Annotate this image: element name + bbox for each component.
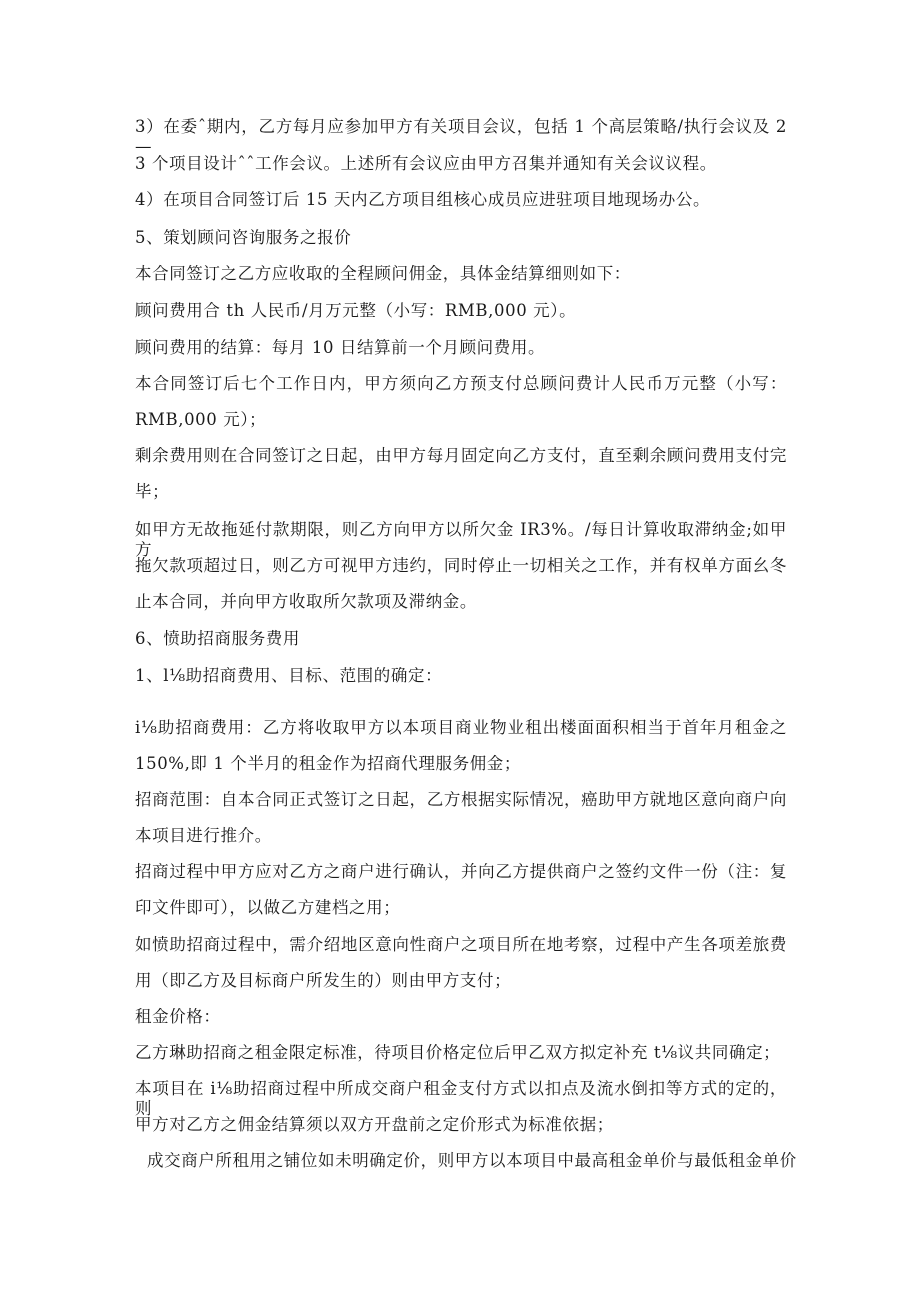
text-line: 用（即乙方及目标商户所发生的）则由甲方支付； [135, 971, 512, 990]
text-line: RMB,000 元）； [135, 410, 267, 429]
text-line: 如愤助招商过程中，需介绍地区意向性商户之项目所在地考察，过程中产生各项差旅费 [135, 935, 787, 954]
text-line: 如甲方无故拖延付款期限，则乙方向甲方以所欠金 IR3%。/每日计算收取滞纳金;如甲方 [135, 520, 787, 559]
text-line: 4）在项目合同签订后 15 天内乙方项目组核心成员应进驻项目地现场办公。 [135, 190, 711, 209]
text-line: 本合同签订后七个工作日内，甲方须向乙方预支付总顾问费计人民币万元整（小写： [135, 374, 787, 393]
text-line: 乙方琳助招商之租金限定标准，待项目价格定位后甲乙双方拟定补充 t⅛议共同确定； [135, 1043, 781, 1062]
text-line: 拖欠款项超过日，则乙方可视甲方违约，同时停止一切相关之工作，并有权单方面幺冬 [135, 556, 787, 575]
section-heading: 5、策划顾问咨询服务之报价 [135, 228, 352, 247]
text-line: 本项目进行推介。 [135, 826, 272, 845]
text-line: 招商过程中甲方应对乙方之商户进行确认，并向乙方提供商户之签约文件一份（注：复 [135, 862, 787, 881]
section-heading: 6、愤助招商服务费用 [135, 629, 300, 648]
text-line: 成交商户所租用之铺位如未明确定价，则甲方以本项目中最高租金单价与最低租金单价 [147, 1151, 797, 1170]
text-line: 本项目在 i⅛助招商过程中所成交商户租金支付方式以扣点及流水倒扣等方式的定的，则 [135, 1079, 787, 1118]
sub-heading: 1、l⅛助招商费用、目标、范围的确定： [135, 666, 443, 685]
text-line: 3）在委ˆ期内，乙方每月应参加甲方有关项目会议，包括 1 个高层策略/执行会议及 2— [135, 117, 787, 156]
text-line: 剩余费用则在合同签订之日起，由甲方每月固定向乙方支付，直至剩余顾问费用支付完 [135, 446, 787, 465]
text-line: 甲方对乙方之佣金结算须以双方开盘前之定价形式为标准依据； [135, 1115, 614, 1134]
text-line: 150%,即 1 个半月的租金作为招商代理服务佣金； [135, 754, 522, 773]
text-line: 招商范围：自本合同正式签订之日起，乙方根据实际情况，癌助甲方就地区意向商户向 [135, 790, 787, 809]
text-line: 印文件即可），以做乙方建档之用； [135, 898, 401, 917]
text-line: 止本合同，并向甲方收取所欠款项及滞纳金。 [135, 592, 477, 611]
text-line: 顾问费用合 th 人民币/月万元整（小写：RMB,000 元）。 [135, 301, 577, 320]
text-line: 3 个项目设计ˆˆ工作会议。上述所有会议应由甲方召集并通知有关会议议程。 [135, 154, 717, 173]
text-line: i⅛助招商费用：乙方将收取甲方以本项目商业物业租出楼面面积相当于首年月租金之 [135, 718, 787, 737]
text-line: 租金价格： [135, 1007, 221, 1026]
text-line: 本合同签订之乙方应收取的全程顾问佣金，具体金结算细则如下： [135, 264, 631, 283]
text-line: 毕； [135, 482, 170, 501]
text-line: 顾问费用的结算：每月 10 日结算前一个月顾问费用。 [135, 338, 546, 357]
